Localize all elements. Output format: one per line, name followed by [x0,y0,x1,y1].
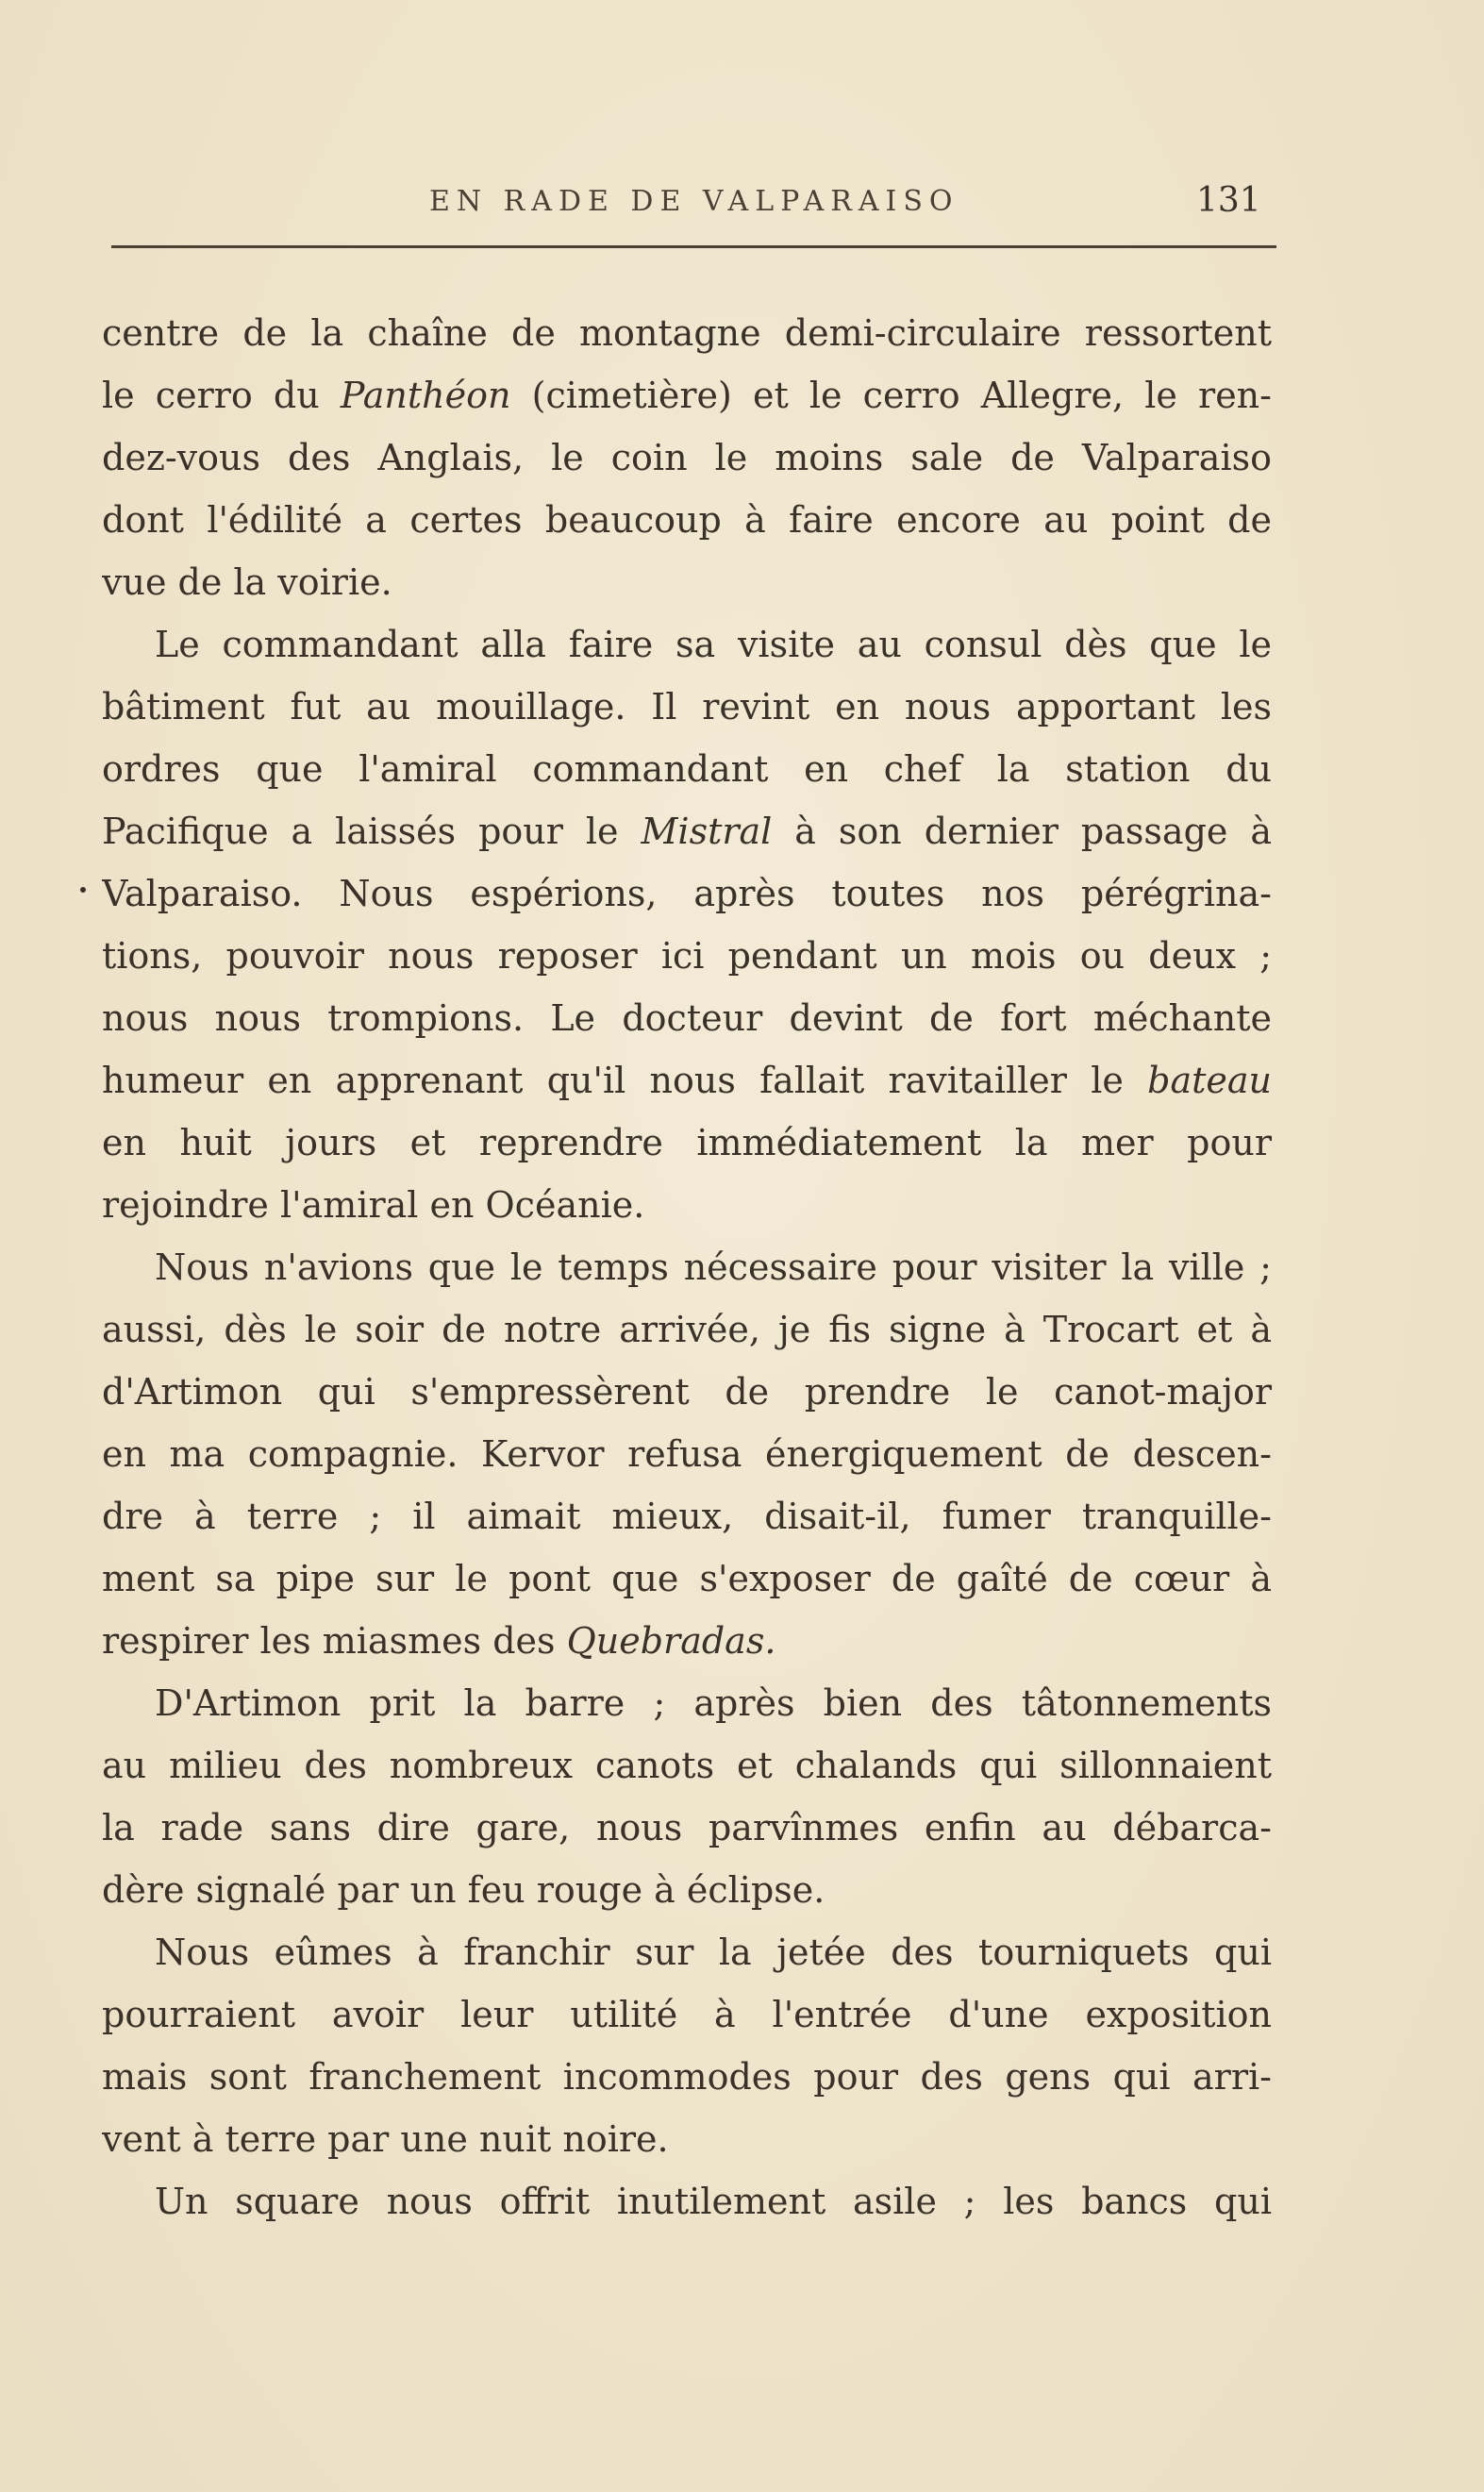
text-line: dère signalé par un feu rouge à éclipse. [102,1869,825,1911]
text-line: Nous n'avions que le temps nécessaire pour visiter la ville ; [155,1246,1272,1288]
text-line: dez-vous des Anglais, le coin le moins sale de Valparaiso [102,437,1272,478]
running-head: EN RADE DE VALPARAISO [429,185,959,218]
text-line: bâtiment fut au mouillage. Il revint en nous apportant les [102,686,1272,728]
italic-mistral: Mistral [641,811,773,852]
text-line: mais sont franchement incommodes pour des gens qui arri- [102,2056,1272,2098]
text-line: aussi, dès le soir de notre arrivée, je fis signe à Trocart et à [102,1309,1272,1350]
text-line: au milieu des nombreux canots et chalands qui sillonnaient [102,1745,1272,1786]
text-line: en ma compagnie. Kervor refusa énergiquement de descen- [102,1433,1272,1475]
text-line: ordres que l'amiral commandant en chef la station du [102,748,1272,790]
page-number: 131 [1196,181,1261,220]
text-line: Un square nous offrit inutilement asile ; les bancs qui [155,2181,1272,2222]
italic-quebradas: Quebradas. [566,1620,776,1662]
margin-mark [80,887,86,893]
text-line: le cerro du Panthéon (cimetière) et le cerro Allegre, le ren- [102,375,1272,416]
header-rule [111,245,1276,248]
body-text [102,302,1272,2233]
text-line: vent à terre par une nuit noire. [102,2118,669,2160]
text-line: humeur en apprenant qu'il nous fallait ravitailler le bateau [102,1060,1272,1101]
text-line: la rade sans dire gare, nous parvînmes enfin au débarca- [102,1807,1272,1848]
text-line: nous nous trompions. Le docteur devint de fort méchante [102,997,1272,1039]
text-line: ment sa pipe sur le pont que s'exposer de gaîté de cœur à [102,1558,1272,1599]
text-line: Valparaiso. Nous espérions, après toutes nos pérégrina- [102,873,1272,914]
text-line: Le commandant alla faire sa visite au consul dès que le [155,624,1272,665]
text-line: vue de la voirie. [102,561,392,603]
italic-pantheon: Panthéon [340,375,511,416]
text-line: dont l'édilité a certes beaucoup à faire encore au point de [102,499,1272,541]
text-line: dre à terre ; il aimait mieux, disait-il, fumer tranquille- [102,1496,1272,1537]
text-line: d'Artimon qui s'empressèrent de prendre le canot-major [102,1371,1272,1413]
text-line: D'Artimon prit la barre ; après bien des tâtonnements [155,1682,1272,1724]
text-line: centre de la chaîne de montagne demi-circulaire ressortent [102,312,1272,354]
text-line: rejoindre l'amiral en Océanie. [102,1184,645,1226]
italic-bateau: bateau [1147,1060,1272,1101]
text-line: Pacifique a laissés pour le Mistral à son dernier passage à [102,811,1272,852]
text-line: en huit jours et reprendre immédiatement la mer pour [102,1122,1272,1163]
text-line: Nous eûmes à franchir sur la jetée des tourniquets qui [155,1932,1272,1973]
text-line: respirer les miasmes des Quebradas. [102,1620,776,1662]
text-line: tions, pouvoir nous reposer ici pendant un mois ou deux ; [102,935,1272,977]
text-line: pourraient avoir leur utilité à l'entrée d'une exposition [102,1994,1272,2035]
